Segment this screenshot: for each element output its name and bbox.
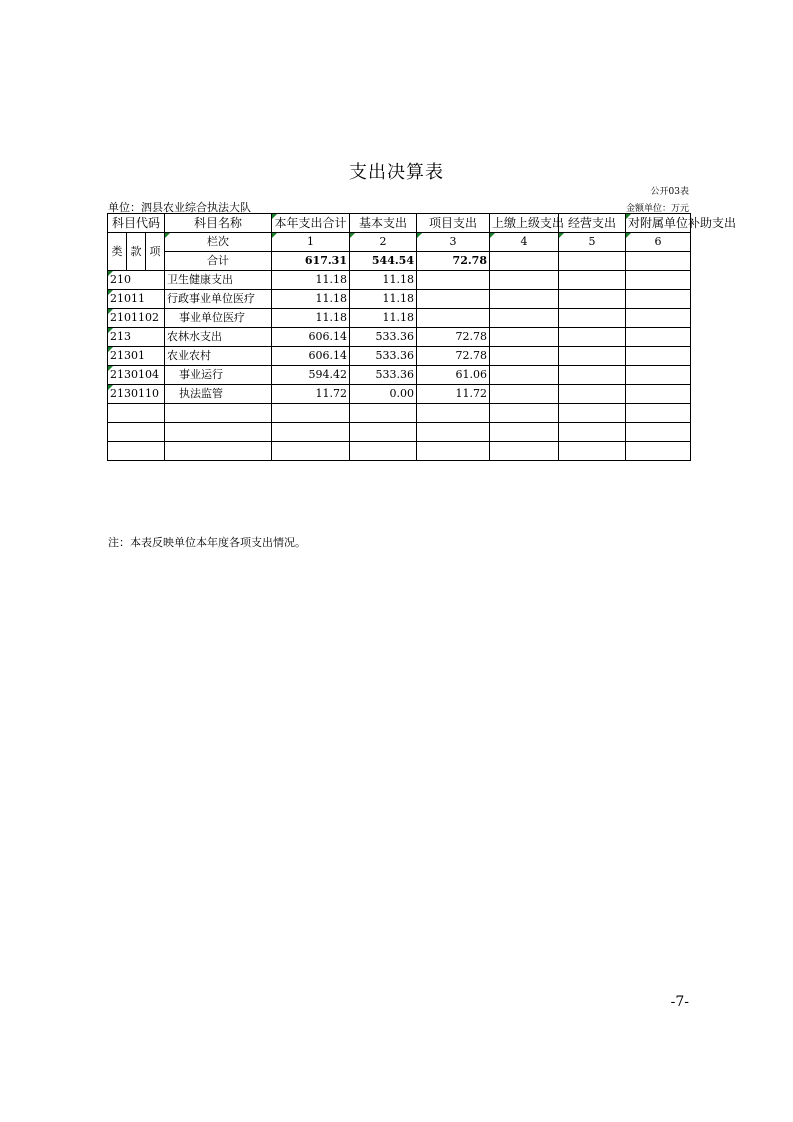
total-project: 72.78 bbox=[417, 252, 490, 271]
total-operation bbox=[559, 252, 626, 271]
col-2: 2 bbox=[350, 233, 417, 252]
column-label: 栏次 bbox=[165, 233, 272, 252]
label-lei: 类 bbox=[108, 233, 127, 270]
document-title: 支出决算表 bbox=[349, 162, 444, 183]
header-row bbox=[108, 214, 691, 233]
col-3: 3 bbox=[417, 233, 490, 252]
header-upper: 上缴上级支出 bbox=[490, 214, 559, 233]
lei-kuan-xiang-cell bbox=[108, 233, 165, 271]
row-basic: 533.36 bbox=[350, 328, 417, 347]
total-label: 合计 bbox=[165, 252, 272, 271]
row-total: 606.14 bbox=[272, 328, 350, 347]
row-name: 事业运行 bbox=[165, 366, 272, 385]
row-basic: 533.36 bbox=[350, 347, 417, 366]
empty-row bbox=[108, 442, 691, 461]
table-row bbox=[108, 309, 691, 328]
row-basic: 11.18 bbox=[350, 309, 417, 328]
row-code: 21011 bbox=[108, 290, 165, 309]
table-row bbox=[108, 347, 691, 366]
row-project bbox=[417, 309, 490, 328]
row-code: 2130104 bbox=[108, 366, 165, 385]
expenditure-table bbox=[107, 213, 737, 461]
table-row bbox=[108, 366, 691, 385]
row-project bbox=[417, 290, 490, 309]
header-total: 本年支出合计 bbox=[272, 214, 350, 233]
label-kuan: 款 bbox=[127, 233, 146, 270]
table-row bbox=[108, 328, 691, 347]
row-total: 11.18 bbox=[272, 290, 350, 309]
row-code: 213 bbox=[108, 328, 165, 347]
column-number-row bbox=[108, 233, 691, 252]
row-code: 21301 bbox=[108, 347, 165, 366]
header-project: 项目支出 bbox=[417, 214, 490, 233]
row-basic: 0.00 bbox=[350, 385, 417, 404]
header-basic: 基本支出 bbox=[350, 214, 417, 233]
row-code: 2130110 bbox=[108, 385, 165, 404]
table-note: 注：本表反映单位本年度各项支出情况。 bbox=[108, 536, 306, 549]
unit-name: 单位：泗县农业综合执法大队 bbox=[108, 201, 251, 214]
empty-row bbox=[108, 404, 691, 423]
row-total: 606.14 bbox=[272, 347, 350, 366]
row-total: 11.18 bbox=[272, 271, 350, 290]
header-code: 科目代码 bbox=[108, 214, 165, 233]
row-basic: 533.36 bbox=[350, 366, 417, 385]
row-project bbox=[417, 271, 490, 290]
table-row bbox=[108, 385, 691, 404]
row-name: 农林水支出 bbox=[165, 328, 272, 347]
row-project: 11.72 bbox=[417, 385, 490, 404]
page-number: -7- bbox=[670, 994, 689, 1010]
row-code: 2101102 bbox=[108, 309, 165, 328]
col-5: 5 bbox=[559, 233, 626, 252]
form-number: 公开03表 bbox=[650, 187, 689, 197]
row-total: 594.42 bbox=[272, 366, 350, 385]
row-total: 11.72 bbox=[272, 385, 350, 404]
currency-unit: 金额单位：万元 bbox=[625, 204, 689, 214]
header-name: 科目名称 bbox=[165, 214, 272, 233]
row-project: 72.78 bbox=[417, 347, 490, 366]
row-code: 210 bbox=[108, 271, 165, 290]
header-operation: 经营支出 bbox=[559, 214, 626, 233]
row-basic: 11.18 bbox=[350, 290, 417, 309]
row-total: 11.18 bbox=[272, 309, 350, 328]
total-total: 617.31 bbox=[272, 252, 350, 271]
row-name: 行政事业单位医疗 bbox=[165, 290, 272, 309]
label-xiang: 项 bbox=[149, 245, 161, 258]
total-upper bbox=[490, 252, 559, 271]
table-row bbox=[108, 290, 691, 309]
empty-row bbox=[108, 423, 691, 442]
table-row bbox=[108, 271, 691, 290]
row-name: 卫生健康支出 bbox=[165, 271, 272, 290]
row-name: 事业单位医疗 bbox=[165, 309, 272, 328]
total-row bbox=[108, 252, 691, 271]
row-project: 61.06 bbox=[417, 366, 490, 385]
col-1: 1 bbox=[272, 233, 350, 252]
row-name: 农业农村 bbox=[165, 347, 272, 366]
row-name: 执法监管 bbox=[165, 385, 272, 404]
col-6: 6 bbox=[626, 233, 691, 252]
col-4: 4 bbox=[490, 233, 559, 252]
header-subsidy: 对附属单位补助支出 bbox=[626, 214, 691, 233]
row-project: 72.78 bbox=[417, 328, 490, 347]
total-subsidy bbox=[626, 252, 691, 271]
row-basic: 11.18 bbox=[350, 271, 417, 290]
total-basic: 544.54 bbox=[350, 252, 417, 271]
